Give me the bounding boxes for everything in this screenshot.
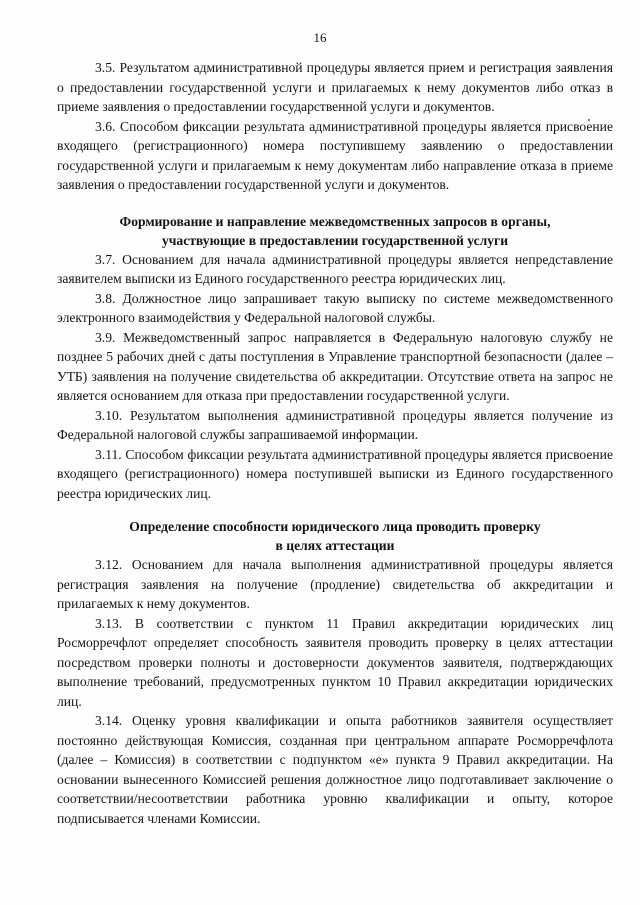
paragraph-3-7: 3.7. Основанием для начала административной процедуры является непредставление заявителем выписки из Единого государственного реестра юридических лиц. (57, 251, 613, 286)
paragraph-3-6: 3.6. Способом фиксации результата административной процедуры является присвоение входящего (регистрационного) номера поступившему заявлению о предоставлении государственной услуги и прилагаемым к нему документам либо направление отказа в приеме заявления о предоставлении государственной услуги и документов. (57, 118, 613, 192)
paragraph-3-14: 3.14. Оценку уровня квалификации и опыта работников заявителя осуществляет постоянно действующая Комиссия, созданная при центральном аппарате Росморречфлота (далее – Комиссия) в соответствии с подпунктом «е» пункта 9 Правил аккредитации. На основании вынесенного Комиссией решения должностное лицо подготавливает заключение о соответствии/несоответствии работника уровню квалификации и опыту, которое подписывается членами Комиссии. (57, 713, 613, 826)
section-heading (57, 517, 613, 555)
heading-line: участвующие в предоставлении государственной услуги (161, 232, 509, 248)
paragraph-3-13: 3.13. В соответствии с пунктом 11 Правил аккредитации юридических лиц Росморречфлот определяет способность заявителя проводить проверку в целях аттестации посредством проверки полноты и достоверности документов заявителя, подтверждающих выполнение требований, предусмотренных пунктом 10 Правил аккредитации юридических лиц. (57, 615, 613, 709)
document-body (57, 58, 613, 828)
heading-line: в целях аттестации (275, 538, 395, 553)
heading-line: Формирование и направление межведомственных запросов в органы, (119, 213, 551, 229)
section-capability-assessment (57, 517, 613, 828)
paragraph-3-12: 3.12. Основанием для начала выполнения административной процедуры является регистрация заявления на получение (продление) свидетельства об аккредитации и прилагаемых к нему документов. (57, 557, 613, 611)
page-number: 16 (313, 30, 327, 45)
section-intake-result (57, 58, 613, 195)
section-heading (57, 212, 613, 250)
paragraph-3-11: 3.11. Способом фиксации результата административной процедуры является присвоение входящего (регистрационного) номера поступившей выписки из Единого государственного реестра юридических лиц. (57, 446, 613, 501)
paragraph-3-10: 3.10. Результатом выполнения административной процедуры является получение из Федеральной налоговой службы запрашиваемой информации. (57, 407, 613, 442)
paragraph-3-5: 3.5. Результатом административной процедуры является прием и регистрация заявления о предоставлении государственной услуги и прилагаемых к нему документов либо отказ в приеме заявления о предоставлении государственной услуги и документов. (57, 60, 613, 114)
paragraph-3-9: 3.9. Межведомственный запрос направляется в Федеральную налоговую службу не позднее 5 рабочих дней с даты поступления в Управление транспортной безопасности (далее – УТБ) заявления на получение свидетельства об аккредитации. Отсутствие ответа на запрос не является основанием для отказа при предоставлении государственной услуги. (57, 329, 613, 403)
heading-line: Определение способности юридического лица проводить проверку (129, 519, 541, 534)
section-interagency-requests (57, 212, 613, 504)
paragraph-3-8: 3.8. Должностное лицо запрашивает такую выписку по системе межведомственного электронного взаимодействия у Федеральной налоговой службы. (57, 290, 613, 325)
